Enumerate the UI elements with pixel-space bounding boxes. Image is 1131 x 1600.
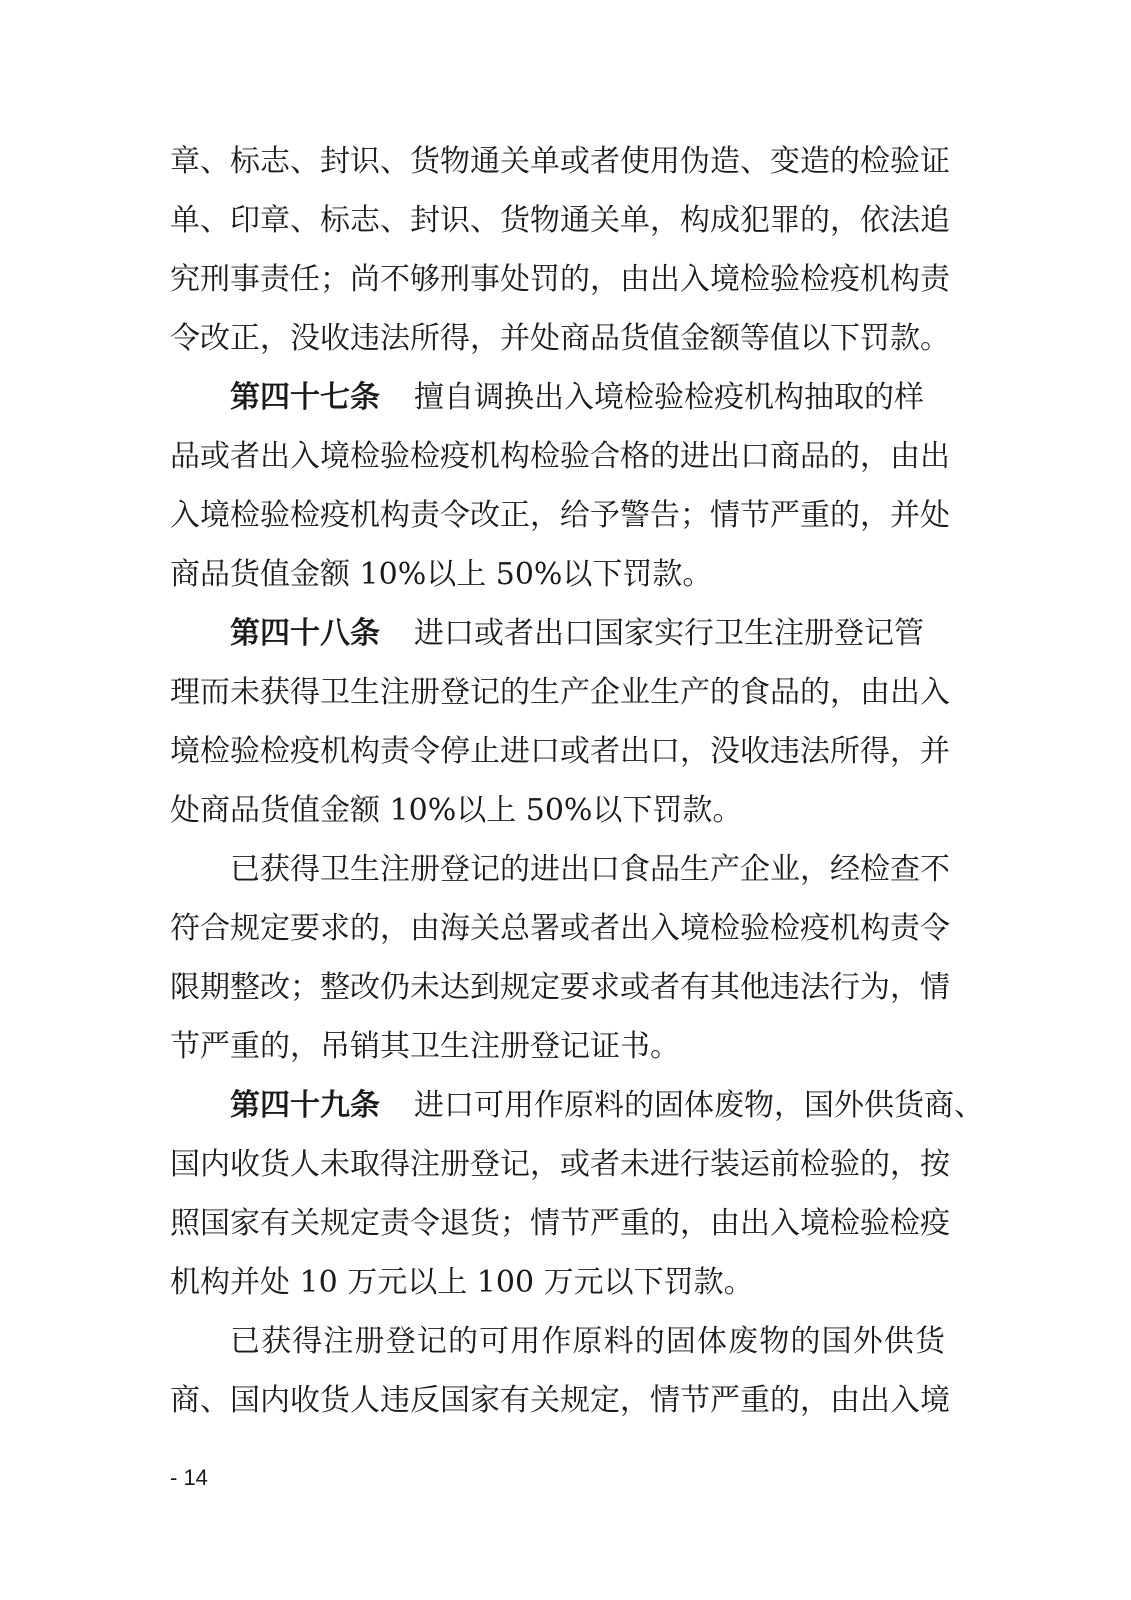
- text-line: 照国家有关规定责令退货；情节严重的，由出入境检验检疫: [170, 1206, 950, 1241]
- text-line: 符合规定要求的，由海关总署或者出入境检验检疫机构责令: [170, 911, 950, 946]
- article-first-line: [230, 1076, 984, 1136]
- text-line: 入境检验检疫机构责令改正，给予警告；情节严重的，并处: [170, 498, 950, 533]
- text-line: 商、国内收货人违反国家有关规定，情节严重的，由出入境: [170, 1383, 950, 1418]
- article-first-line: [230, 368, 945, 428]
- text-line: 令改正，没收违法所得，并处商品货值金额等值以下罚款。: [170, 321, 950, 356]
- text-line: 理而未获得卫生注册登记的生产企业生产的食品的，由出入: [170, 675, 950, 710]
- text-line: 处商品货值金额 10%以上 50%以下罚款。: [170, 793, 743, 828]
- article-number: 第四十八条: [230, 616, 380, 651]
- article-first-line: [230, 604, 945, 664]
- text-segment: 进口可用作原料的固体废物，国外供货商、: [414, 1088, 984, 1123]
- text-line: 单、印章、标志、封识、货物通关单，构成犯罪的，依法追: [170, 203, 950, 238]
- article-number: 第四十七条: [230, 380, 380, 415]
- text-line: 境检验检疫机构责令停止进口或者出口，没收违法所得，并: [170, 734, 950, 769]
- text-line: 究刑事责任；尚不够刑事处罚的，由出入境检验检疫机构责: [170, 262, 950, 297]
- text-line: 限期整改；整改仍未达到规定要求或者有其他违法行为，情: [170, 970, 950, 1005]
- text-line: 商品货值金额 10%以上 50%以下罚款。: [170, 557, 713, 592]
- page-number: - 14: [170, 1465, 208, 1490]
- article-number: 第四十九条: [230, 1088, 380, 1123]
- paragraph-first-line: 已获得卫生注册登记的进出口食品生产企业，经检查不: [230, 852, 950, 887]
- text-segment: 进口或者出口国家实行卫生注册登记管: [414, 616, 924, 651]
- paragraph-first-line: 已获得注册登记的可用作原料的固体废物的国外供货: [230, 1324, 945, 1359]
- text-segment: 擅自调换出入境检验检疫机构抽取的样: [414, 380, 924, 415]
- text-line: 国内收货人未取得注册登记，或者未进行装运前检验的，按: [170, 1147, 950, 1182]
- text-line: 机构并处 10 万元以上 100 万元以下罚款。: [170, 1265, 754, 1300]
- text-line: 章、标志、封识、货物通关单或者使用伪造、变造的检验证: [170, 144, 950, 179]
- text-line: 品或者出入境检验检疫机构检验合格的进出口商品的，由出: [170, 439, 950, 474]
- text-line: 节严重的，吊销其卫生注册登记证书。: [170, 1029, 680, 1064]
